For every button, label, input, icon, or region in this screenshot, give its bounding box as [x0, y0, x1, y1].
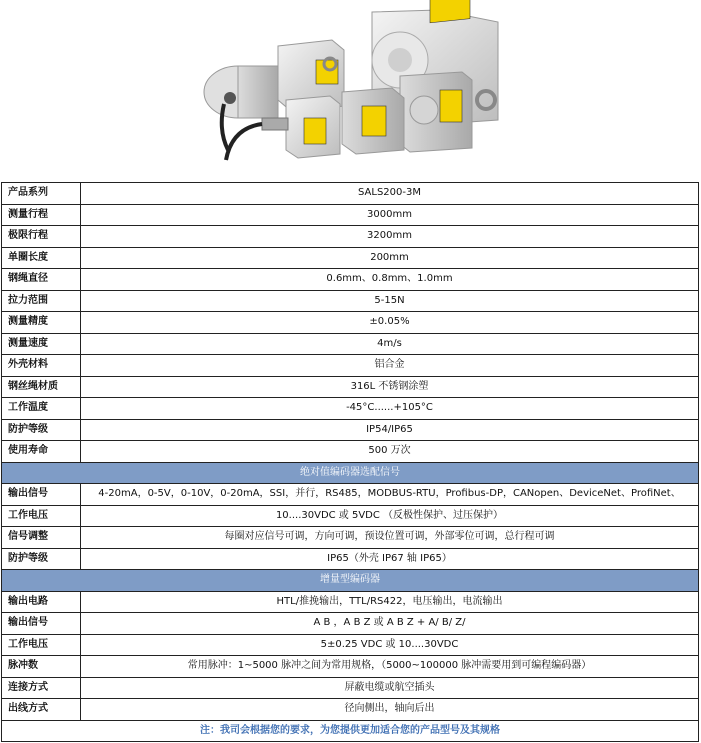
spec-value: 500 万次	[81, 441, 699, 463]
spec-value: A B ，A B Z 或 A B Z + A/ B/ Z/	[81, 613, 699, 635]
table-row	[2, 634, 699, 656]
spec-value: 屏蔽电缆或航空插头	[81, 677, 699, 699]
table-row	[2, 591, 699, 613]
encoder-center-unit	[342, 88, 404, 154]
spec-label: 单圈长度	[2, 247, 81, 269]
spec-value: 5±0.25 VDC 或 10....30VDC	[81, 634, 699, 656]
table-row	[2, 656, 699, 678]
table-row	[2, 269, 699, 291]
spec-label: 产品系列	[2, 183, 81, 205]
spec-value: 4-20mA，0-5V，0-10V，0-20mA，SSI，并行，RS485，MODBUS-RTU，Profibus-DP，CANopen、DeviceNet、ProfiNet、	[81, 484, 699, 506]
spec-value: 10....30VDC 或 5VDC （反极性保护、过压保护）	[81, 505, 699, 527]
table-row	[2, 505, 699, 527]
spec-value: 0.6mm、0.8mm、1.0mm	[81, 269, 699, 291]
table-row	[2, 290, 699, 312]
spec-table	[1, 182, 699, 742]
table-row	[2, 484, 699, 506]
spec-value: ±0.05%	[81, 312, 699, 334]
table-row	[2, 527, 699, 549]
product-photo	[0, 0, 701, 182]
spec-label: 拉力范围	[2, 290, 81, 312]
footnote: 注：我司会根据您的要求，为您提供更加适合您的产品型号及其规格	[2, 720, 699, 742]
spec-value: IP54/IP65	[81, 419, 699, 441]
spec-label: 信号调整	[2, 527, 81, 549]
spec-value: 常用脉冲：1~5000 脉冲之间为常用规格，（5000~100000 脉冲需要用到可编程编码器）	[81, 656, 699, 678]
table-row	[2, 376, 699, 398]
spec-label: 使用寿命	[2, 441, 81, 463]
table-row	[2, 699, 699, 721]
spec-label: 防护等级	[2, 419, 81, 441]
table-row	[2, 548, 699, 570]
spec-label: 钢绳直径	[2, 269, 81, 291]
table-row	[2, 226, 699, 248]
spec-value: 径向侧出，轴向后出	[81, 699, 699, 721]
spec-label: 工作电压	[2, 634, 81, 656]
spec-label: 输出信号	[2, 484, 81, 506]
spec-label: 工作温度	[2, 398, 81, 420]
spec-label: 测量行程	[2, 204, 81, 226]
spec-value: 5-15N	[81, 290, 699, 312]
spec-label: 测量速度	[2, 333, 81, 355]
section-header	[2, 570, 699, 592]
spec-value: IP65（外壳 IP67 轴 IP65）	[81, 548, 699, 570]
table-row	[2, 312, 699, 334]
note-row	[2, 720, 699, 742]
section-title: 绝对值编码器选配信号	[2, 462, 699, 484]
spec-value: 200mm	[81, 247, 699, 269]
spec-value: 3000mm	[81, 204, 699, 226]
encoder-right-unit	[400, 72, 472, 152]
table-row	[2, 183, 699, 205]
spec-value: HTL/推挽输出，TTL/RS422，电压输出，电流输出	[81, 591, 699, 613]
table-row	[2, 677, 699, 699]
spec-label: 出线方式	[2, 699, 81, 721]
table-row	[2, 613, 699, 635]
spec-label: 脉冲数	[2, 656, 81, 678]
spec-value: 铝合金	[81, 355, 699, 377]
section-header	[2, 462, 699, 484]
section-title: 增量型编码器	[2, 570, 699, 592]
spec-label: 防护等级	[2, 548, 81, 570]
spec-value: -45°C......+105°C	[81, 398, 699, 420]
spec-label: 连接方式	[2, 677, 81, 699]
table-row	[2, 247, 699, 269]
table-row	[2, 398, 699, 420]
wire-draw-encoder-photo	[0, 0, 701, 182]
encoder-left-unit	[204, 66, 278, 150]
spec-label: 测量精度	[2, 312, 81, 334]
table-row	[2, 355, 699, 377]
spec-label: 极限行程	[2, 226, 81, 248]
spec-label: 输出信号	[2, 613, 81, 635]
spec-value: 3200mm	[81, 226, 699, 248]
spec-label: 输出电路	[2, 591, 81, 613]
table-row	[2, 419, 699, 441]
spec-value: 4m/s	[81, 333, 699, 355]
spec-value: SALS200-3M	[81, 183, 699, 205]
table-row	[2, 333, 699, 355]
table-row	[2, 441, 699, 463]
spec-value: 每圈对应信号可调，方向可调，预设位置可调，外部零位可调，总行程可调	[81, 527, 699, 549]
spec-label: 工作电压	[2, 505, 81, 527]
spec-value: 316L 不锈钢涂塑	[81, 376, 699, 398]
spec-label: 外壳材料	[2, 355, 81, 377]
spec-label: 钢丝绳材质	[2, 376, 81, 398]
table-row	[2, 204, 699, 226]
